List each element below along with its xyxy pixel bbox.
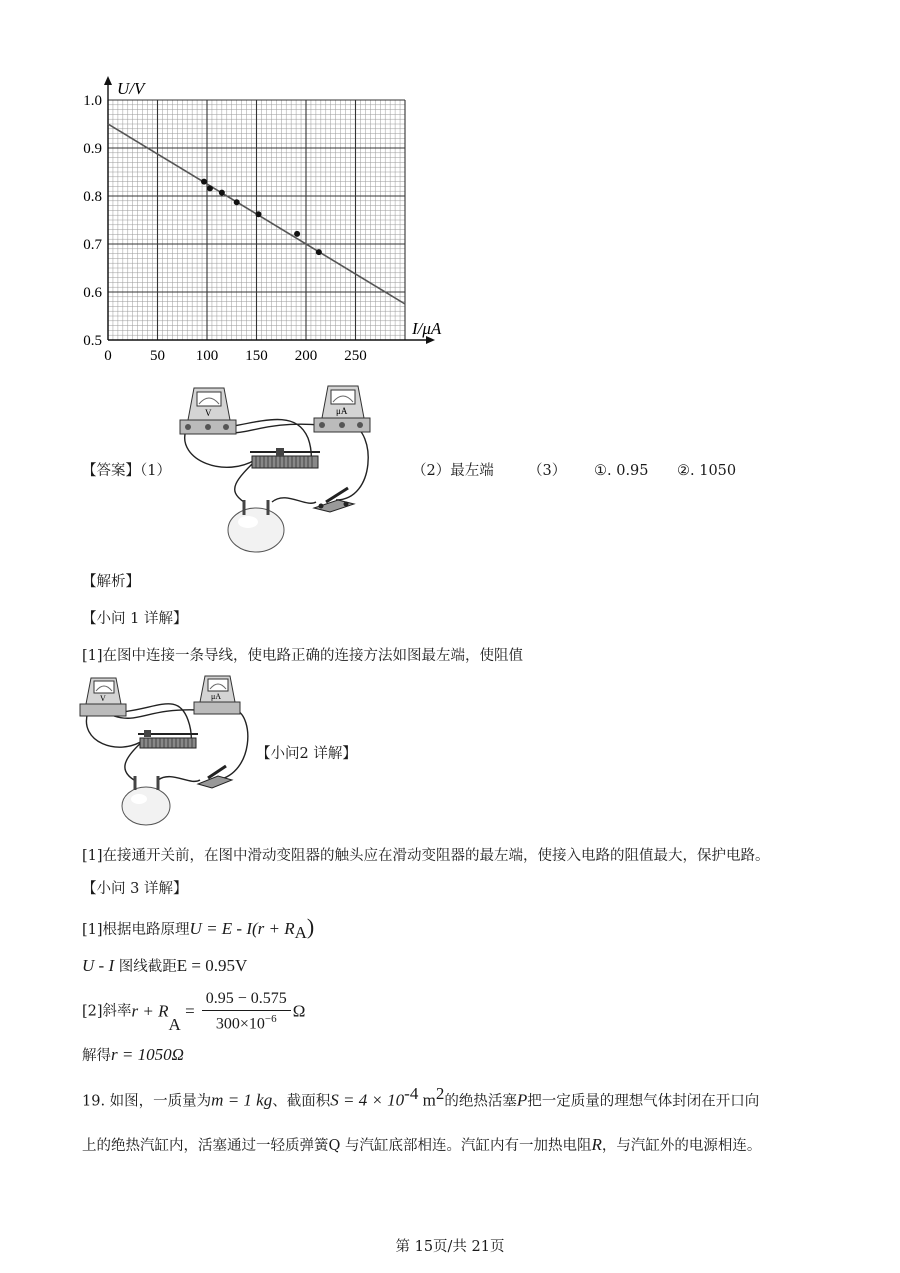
q3-line4 [82,1045,184,1066]
q19-text-b: 、截面积 [272,1093,331,1110]
q19-area-exp: -4 [404,1084,419,1103]
y-tick-label: 1.0 [83,93,102,109]
q3-line1-close: ) [306,914,315,939]
q3-line3 [82,990,305,1035]
x-tick-label: 250 [344,348,367,364]
q2-text: [1]在接通开关前，在图中滑动变阻器的触头应在滑动变阻器的最左端，使接入电路的阻值最大，保护电路。 [82,848,770,864]
q3-line3-lhs-sub: A [168,1015,181,1035]
answer-part2: （2）最左端 [412,463,494,479]
data-point [207,185,213,191]
x-axis-label: I/μA [412,319,442,338]
q19-resistor: R [591,1135,602,1154]
microammeter-label: μA [336,406,348,416]
q3-line1-sub: A [294,923,307,943]
data-point [294,231,300,237]
q19-text-d: 把一定质量的理想气体封闭在开口向 [527,1093,760,1110]
rheostat-icon [138,730,198,748]
switch-icon [314,488,354,512]
analysis-heading: 【解析】 [82,574,140,590]
lemon-battery-icon [228,500,284,552]
answer-label: 【答案】（1） [82,463,171,479]
microammeter-icon [314,386,370,432]
q3-line4-value-text: r = 1050Ω [111,1045,184,1064]
q3-line4-value [111,1045,184,1064]
q3-line2-text: 图线截距 [114,959,177,975]
q1-heading: 【小问 1 详解】 [82,611,188,627]
q19-area-unit: m [418,1090,436,1110]
y-axis-label: U/V [117,79,145,98]
q3-heading: 【小问 3 详解】 [82,881,188,897]
q3-line3-prefix: [2]斜率 [82,1003,132,1020]
y-tick-label: 0.6 [83,285,102,301]
data-point [234,199,240,205]
slope-unit: Ω [292,1001,306,1021]
slope-fraction [202,990,291,1033]
voltmeter-label: V [205,408,212,418]
y-tick-label: 0.8 [83,189,102,205]
x-tick-label: 150 [245,348,268,364]
q3-line3-eq: = [180,1001,195,1021]
slope-denominator-exp: −6 [264,1013,277,1025]
microammeter-label: μA [211,692,222,701]
data-point [219,190,225,196]
q3-line1 [82,914,314,943]
q3-line3-lhs: r + R [131,1001,169,1021]
data-point [316,249,322,255]
slope-numerator: 0.95 − 0.575 [202,990,291,1011]
x-tick-label: 100 [195,348,219,364]
q19-area: S = 4 × 10 [330,1090,405,1110]
data-point [255,211,261,217]
q19-area-unit-exp: 2 [435,1084,445,1103]
q19-line2-end: ，与汽缸外的电源相连。 [601,1138,762,1154]
q3-line2-value: E = 0.95V [176,956,248,975]
circuit-diagram-analysis [78,672,258,832]
q3-line2-formula: U - I [82,956,115,975]
y-axis-arrow [104,76,112,85]
voltmeter-icon [80,678,126,716]
slope-denominator-base: 300×10 [215,1015,265,1033]
x-tick-label: 0 [104,348,112,364]
voltmeter-label: V [100,694,106,703]
circuit-diagram-answer [176,380,386,560]
q3-line1-formula: U = E - I(r + R [189,919,295,938]
q1-text: [1]在图中连接一条导线，使电路正确的连接方法如图最左端，使阻值 [82,648,524,664]
page-number: 第 15页/共 21页 [395,1239,505,1255]
question19-line2 [82,1135,761,1156]
q3-line4-prefix: 解得 [82,1048,111,1064]
answer-part3-a: ①. 0.95 [594,463,649,479]
answer-part3-label: （3） [528,463,567,479]
x-tick-label: 50 [150,348,165,364]
question19-line1 [82,1084,759,1111]
q19-mass: m = 1 kg [211,1090,273,1110]
q3-line2 [82,956,247,977]
q19-text-c: 的绝热活塞 [444,1093,517,1110]
lemon-battery-icon [122,776,170,825]
ui-graph [70,72,460,372]
microammeter-icon [194,676,240,714]
q2-heading: 【小问2 详解】 [256,746,357,762]
voltmeter-icon [180,388,236,434]
slope-denominator [202,1011,291,1033]
y-tick-label: 0.9 [83,141,102,157]
q3-line1-prefix: [1]根据电路原理 [82,922,190,938]
x-tick-label: 200 [294,348,318,364]
q19-piston: P [516,1090,528,1110]
q19-text-a: 19. 如图，一质量为 [82,1093,212,1110]
rheostat-icon [250,448,320,468]
data-point [201,179,207,185]
y-tick-label: 0.7 [83,237,102,253]
y-tick-label: 0.5 [83,333,102,349]
q19-line2-text: 上的绝热汽缸内，活塞通过一轻质弹簧Q 与汽缸底部相连。汽缸内有一加热电阻 [82,1138,592,1154]
answer-part3-b: ②. 1050 [677,463,737,479]
